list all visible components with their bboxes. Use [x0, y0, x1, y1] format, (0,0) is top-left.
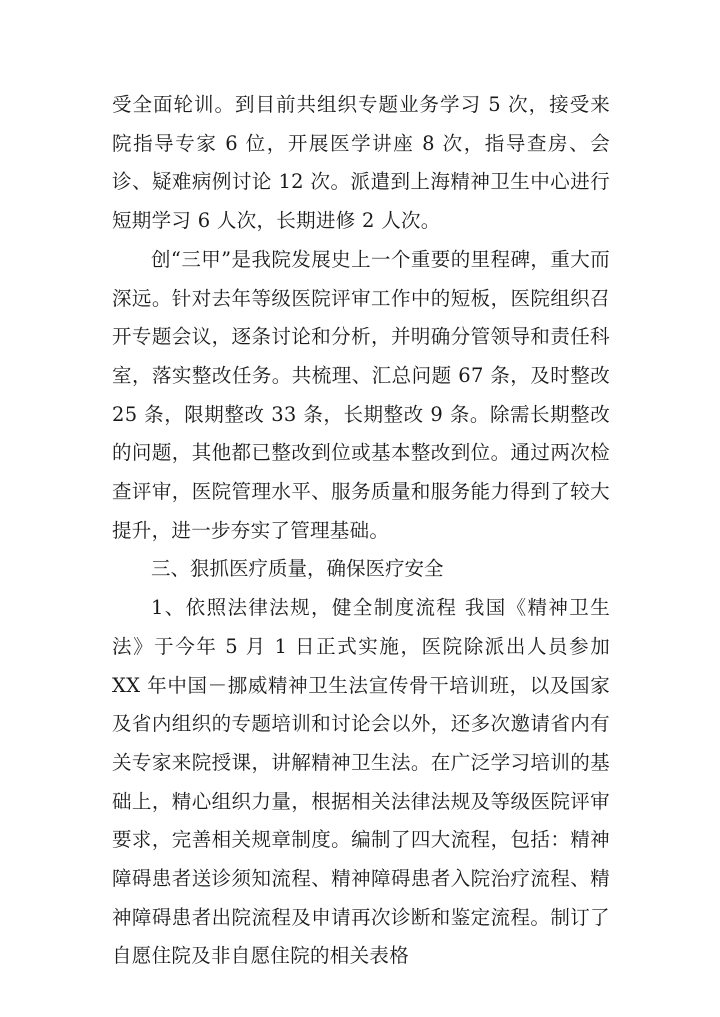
paragraph-training-summary: 受全面轮训。到目前共组织专题业务学习 5 次，接受来院指导专家 6 位，开展医学讲座 8 次，指导查房、会诊、疑难病例讨论 12 次。派遣到上海精神卫生中心进行短期学习 6 人次，长期进修 2 人次。: [112, 93, 610, 233]
document-body: [112, 86, 610, 976]
paragraph-three-a-rectification: 创“三甲”是我院发展史上一个重要的里程碑，重大而深远。针对去年等级医院评审工作中的短板，医院组织召开专题会议，逐条讨论和分析，并明确分管领导和责任科室，落实整改任务。共梳理、汇总问题 67 条，及时整改 25 条，限期整改 33 条，长期整改 9 条。除需长期整改的问题，其他都已整改到位或基本整改到位。通过两次检查评审，医院管理水平、服务质量和服务能力得到了较大提升，进一步夯实了管理基础。: [112, 247, 610, 542]
paragraph-laws-and-procedures: 1、依照法律法规，健全制度流程 我国《精神卫生法》于今年 5 月 1 日正式实施，医院除派出人员参加 XX 年中国－挪威精神卫生法宣传骨干培训班，以及国家及省内组织的专题培训和讨论会以外，还多次邀请省内有关专家来院授课，讲解精神卫生法。在广泛学习培训的基础上，精心组织力量，根据相关法律法规及等级医院评审要求，完善相关规章制度。编制了四大流程，包括：精神障碍患者送诊须知流程、精神障碍患者入院治疗流程、精神障碍患者出院流程及申请再次诊断和鉴定流程。制订了自愿住院及非自愿住院的相关表格: [112, 596, 610, 968]
section-heading-medical-quality: 三、狠抓医疗质量，确保医疗安全: [151, 557, 444, 581]
